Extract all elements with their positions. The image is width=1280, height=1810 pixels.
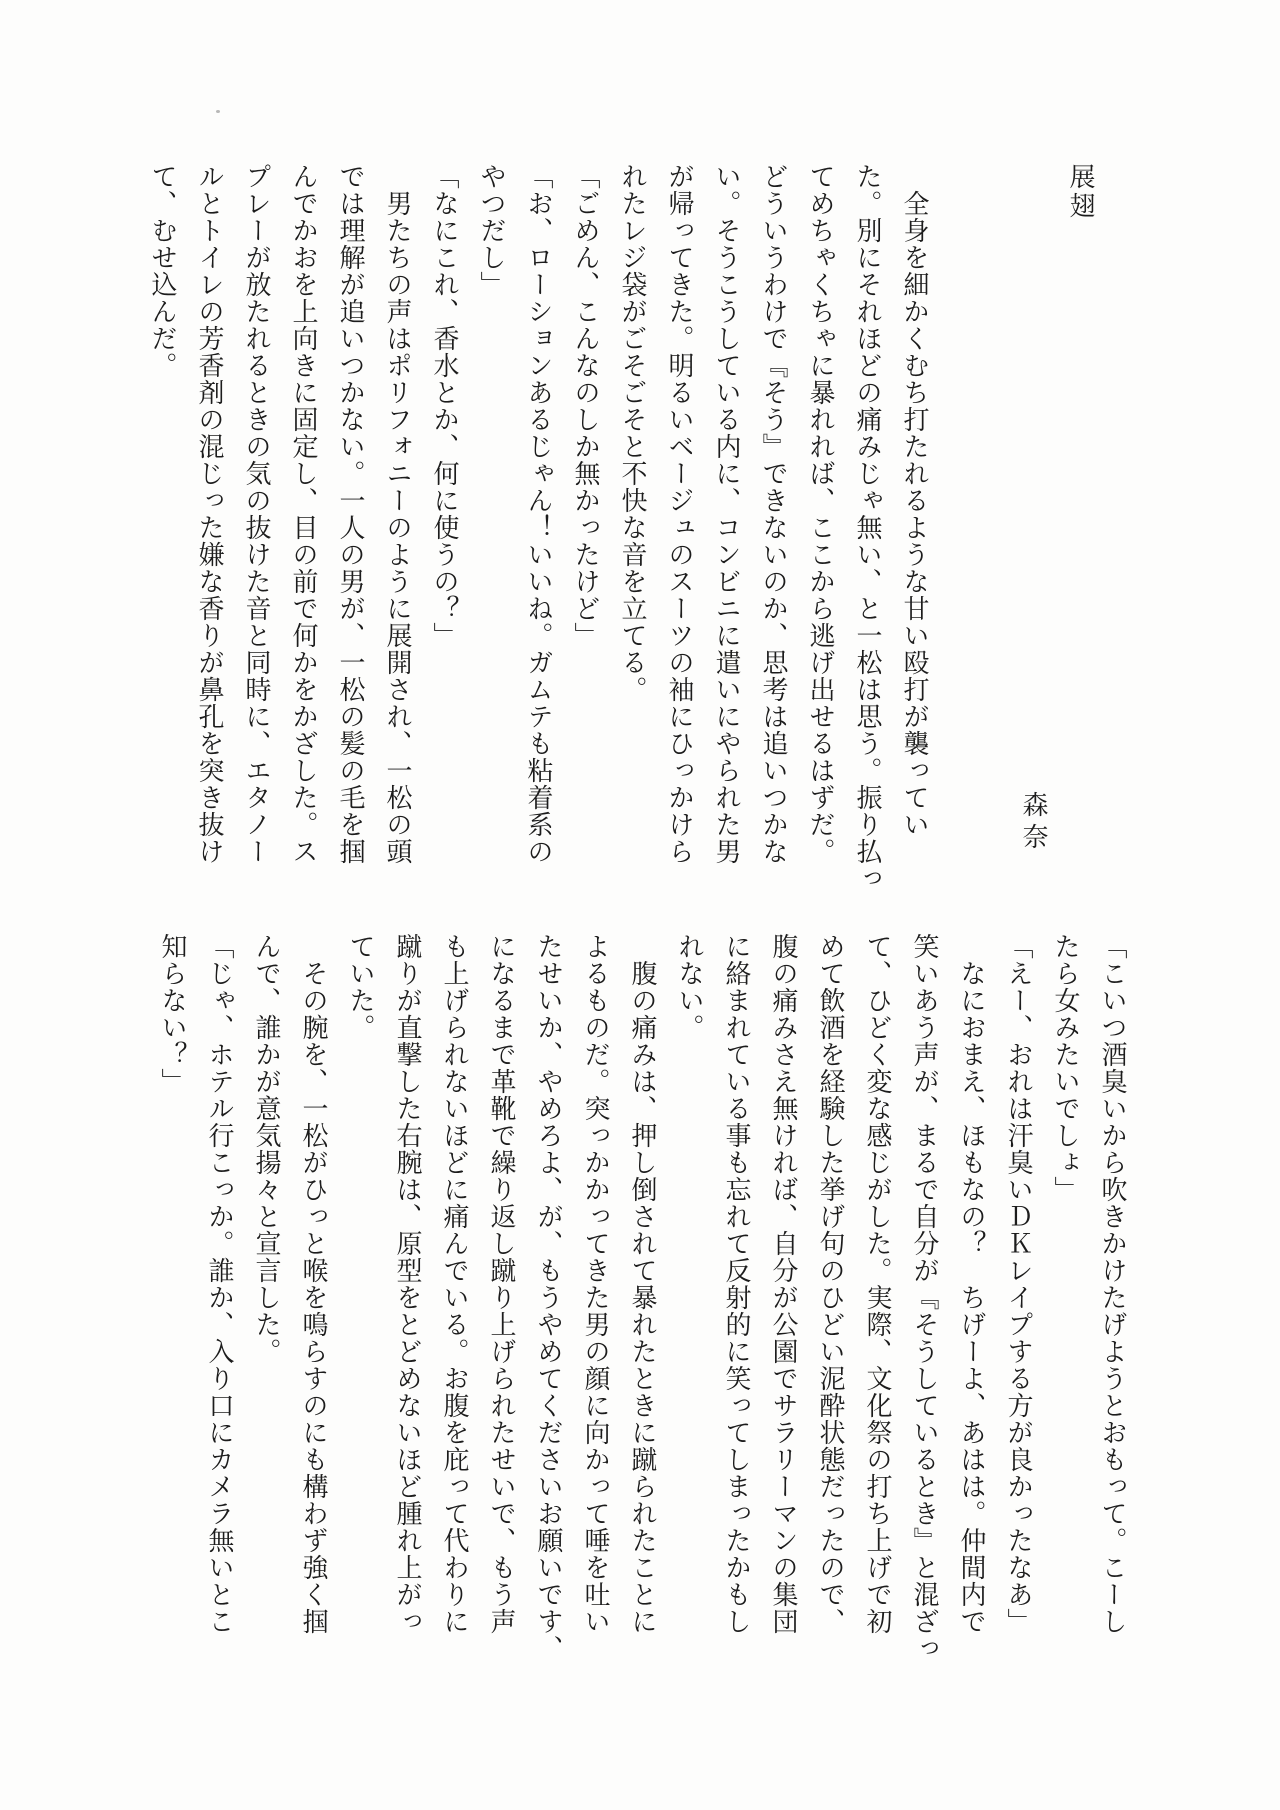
text-line: 蹴りが直撃した右腕は、原型をとどめないほど腫れ上がっ xyxy=(393,933,422,1635)
text-line: てめちゃくちゃに暴れれば、ここから逃げ出せるはずだ。 xyxy=(806,163,835,865)
text-line: れたレジ袋がごそごそと不快な音を立てる。 xyxy=(618,163,647,703)
text-line: 「ごめん、こんなのしか無かったけど」 xyxy=(571,163,600,649)
text-line: ルとトイレの芳香剤の混じった嫌な香りが鼻孔を突き抜け xyxy=(195,163,224,865)
text-line: た。別にそれほどの痛みじゃ無い、と一松は思う。振り払っ xyxy=(853,163,882,892)
text-line: めて飲酒を経験した挙げ句のひどい泥酔状態だったので、 xyxy=(816,933,845,1635)
text-line: 「えー、おれは汗臭いＤＫレイプする方が良かったなあ」 xyxy=(1004,933,1033,1635)
text-line: んでかおを上向きに固定し、目の前で何かをかざした。ス xyxy=(289,163,318,865)
text-line: プレーが放たれるときの気の抜けた音と同時に、エタノー xyxy=(242,163,271,865)
text-line: 「じゃ、ホテル行こっか。誰か、入り口にカメラ無いとこ xyxy=(205,933,234,1635)
author-name: 森奈 xyxy=(1019,791,1048,855)
text-line: なにおまえ、ほもなの？ ちげーよ、あはは。仲間内で xyxy=(957,933,986,1635)
text-line: やつだし」 xyxy=(477,163,506,298)
scan-artifact-dot xyxy=(216,110,220,113)
text-line: 腹の痛みは、押し倒されて暴れたときに蹴られたことに xyxy=(628,933,657,1635)
text-line: て、むせ込んだ。 xyxy=(148,163,177,379)
text-line: よるものだ。突っかかってきた男の顔に向かって唾を吐い xyxy=(581,933,610,1635)
text-line: に絡まれている事も忘れて反射的に笑ってしまったかもし xyxy=(722,933,751,1635)
text-line: 笑いあう声が、まるで自分が『そうしているとき』と混ざっ xyxy=(910,933,939,1662)
text-line: れない。 xyxy=(675,933,704,1041)
text-line: 「こいつ酒臭いから吹きかけたげようとおもって。こーし xyxy=(1098,933,1127,1635)
text-line: になるまで革靴で繰り返し蹴り上げられたせいで、もう声 xyxy=(487,933,516,1635)
text-line: たら女みたいでしょ」 xyxy=(1051,933,1080,1203)
text-block-top xyxy=(139,163,1104,908)
text-line: ていた。 xyxy=(346,933,375,1041)
text-line: んで、誰かが意気揚々と宣言した。 xyxy=(252,933,281,1365)
text-line: その腕を、一松がひっと喉を鳴らすのにも構わず強く掴 xyxy=(299,933,328,1635)
text-line: い。そうこうしている内に、コンビニに遣いにやられた男 xyxy=(712,163,741,865)
text-block-bottom xyxy=(149,933,1136,1678)
text-line: 「なにこれ、香水とか、何に使うの？」 xyxy=(430,163,459,649)
text-line: たせいか、やめろよ、が、もうやめてくださいお願いです、 xyxy=(534,933,563,1662)
text-line: 全身を細かくむち打たれるような甘い殴打が襲ってい xyxy=(900,163,929,838)
body-lines-top xyxy=(139,163,938,908)
text-line: 腹の痛みさえ無ければ、自分が公園でサラリーマンの集団 xyxy=(769,933,798,1635)
text-line: が帰ってきた。明るいベージュのスーツの袖にひっかけら xyxy=(665,163,694,865)
text-line: では理解が追いつかない。一人の男が、一松の髪の毛を掴 xyxy=(336,163,365,865)
text-line: 知らない？」 xyxy=(158,933,187,1095)
text-line: 男たちの声はポリフォニーのように展開され、一松の頭 xyxy=(383,163,412,865)
text-line: て、ひどく変な感じがした。実際、文化祭の打ち上げで初 xyxy=(863,933,892,1635)
text-line: どういうわけで『そう』できないのか、思考は追いつかな xyxy=(759,163,788,865)
text-line: も上げられないほどに痛んでいる。お腹を庇って代わりに xyxy=(440,933,469,1635)
text-line: 「お、ローションあるじゃん！いいね。ガムテも粘着系の xyxy=(524,163,553,865)
page-title: 展翅 xyxy=(1066,163,1095,221)
body-lines-bottom xyxy=(149,933,1136,1678)
